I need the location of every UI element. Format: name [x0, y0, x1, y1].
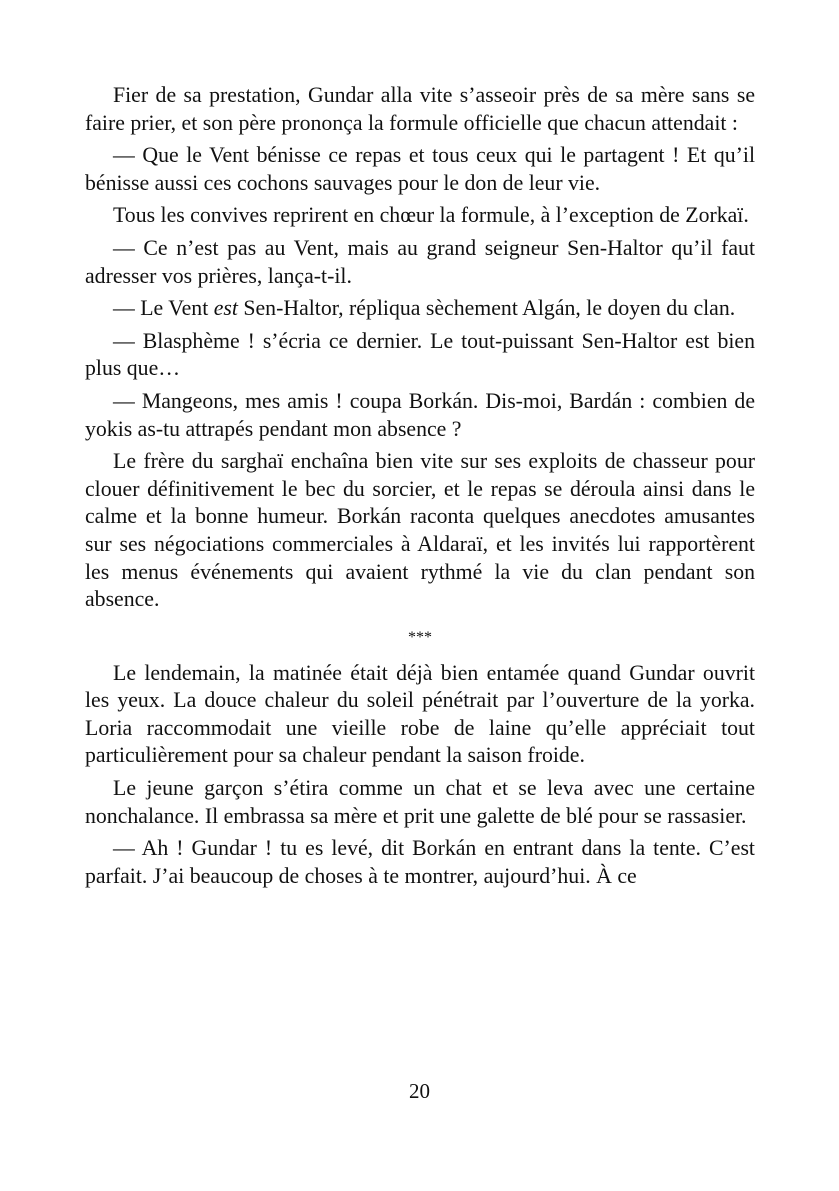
book-page [85, 82, 755, 895]
paragraph: — Ah ! Gundar ! tu es levé, dit Borkán en entrant dans la tente. C’est parfait. J’ai beaucoup de choses à te montrer, aujourd’hui. À ce [85, 836, 755, 888]
emphasis-text: est [213, 296, 238, 321]
paragraph: — Que le Vent bénisse ce repas et tous ceux qui le partagent ! Et qu’il bénisse aussi ces cochons sauvages pour le don de leur vie. [85, 143, 755, 195]
paragraph: — Mangeons, mes amis ! coupa Borkán. Dis-moi, Bardán : combien de yokis as-tu attrapés pendant mon absence ? [85, 388, 755, 441]
paragraph: — Ce n’est pas au Vent, mais au grand seigneur Sen-Haltor qu’il faut adresser vos prières, lança-t-il. [85, 235, 755, 288]
paragraph-text: — Le Vent [113, 296, 214, 321]
paragraph-text: Sen-Haltor, répliqua sèchement Algán, le doyen du clan. [237, 296, 736, 321]
section-separator: *** [408, 628, 432, 646]
paragraph: Tous les convives reprirent en chœur la formule, à l’exception de Zorkaï. [113, 203, 749, 228]
paragraph: — Blasphème ! s’écria ce dernier. Le tout-puissant Sen-Haltor est bien plus que… [85, 328, 755, 381]
paragraph [85, 295, 755, 323]
paragraph: Fier de sa prestation, Gundar alla vite s’asseoir près de sa mère sans se faire prier, et son père prononça la formule officielle que chacun attendait : [85, 83, 755, 135]
paragraph: Le jeune garçon s’étira comme un chat et se leva avec une certaine nonchalance. Il embrassa sa mère et prit une galette de blé pour se rassasier. [85, 776, 755, 828]
paragraph: Le lendemain, la matinée était déjà bien entamée quand Gundar ouvrit les yeux. La douce chaleur du soleil pénétrait par l’ouverture de la yorka. Loria raccommodait une vieille robe de laine qu’elle appréciait tout particulièrement pour sa chaleur pendant la saison froide. [85, 660, 755, 768]
paragraph: Le frère du sarghaï enchaîna bien vite sur ses exploits de chasseur pour clouer définitivement le bec du sorcier, et le repas se déroula ainsi dans le calme et la bonne humeur. Borkán raconta quelques anecdotes amusantes sur ses négociations commerciales à Aldaraï, et les invités lui rapportèrent les menus événements qui avaient rythmé la vie du clan pendant son absence. [85, 449, 755, 612]
page-number: 20 [409, 1079, 430, 1103]
